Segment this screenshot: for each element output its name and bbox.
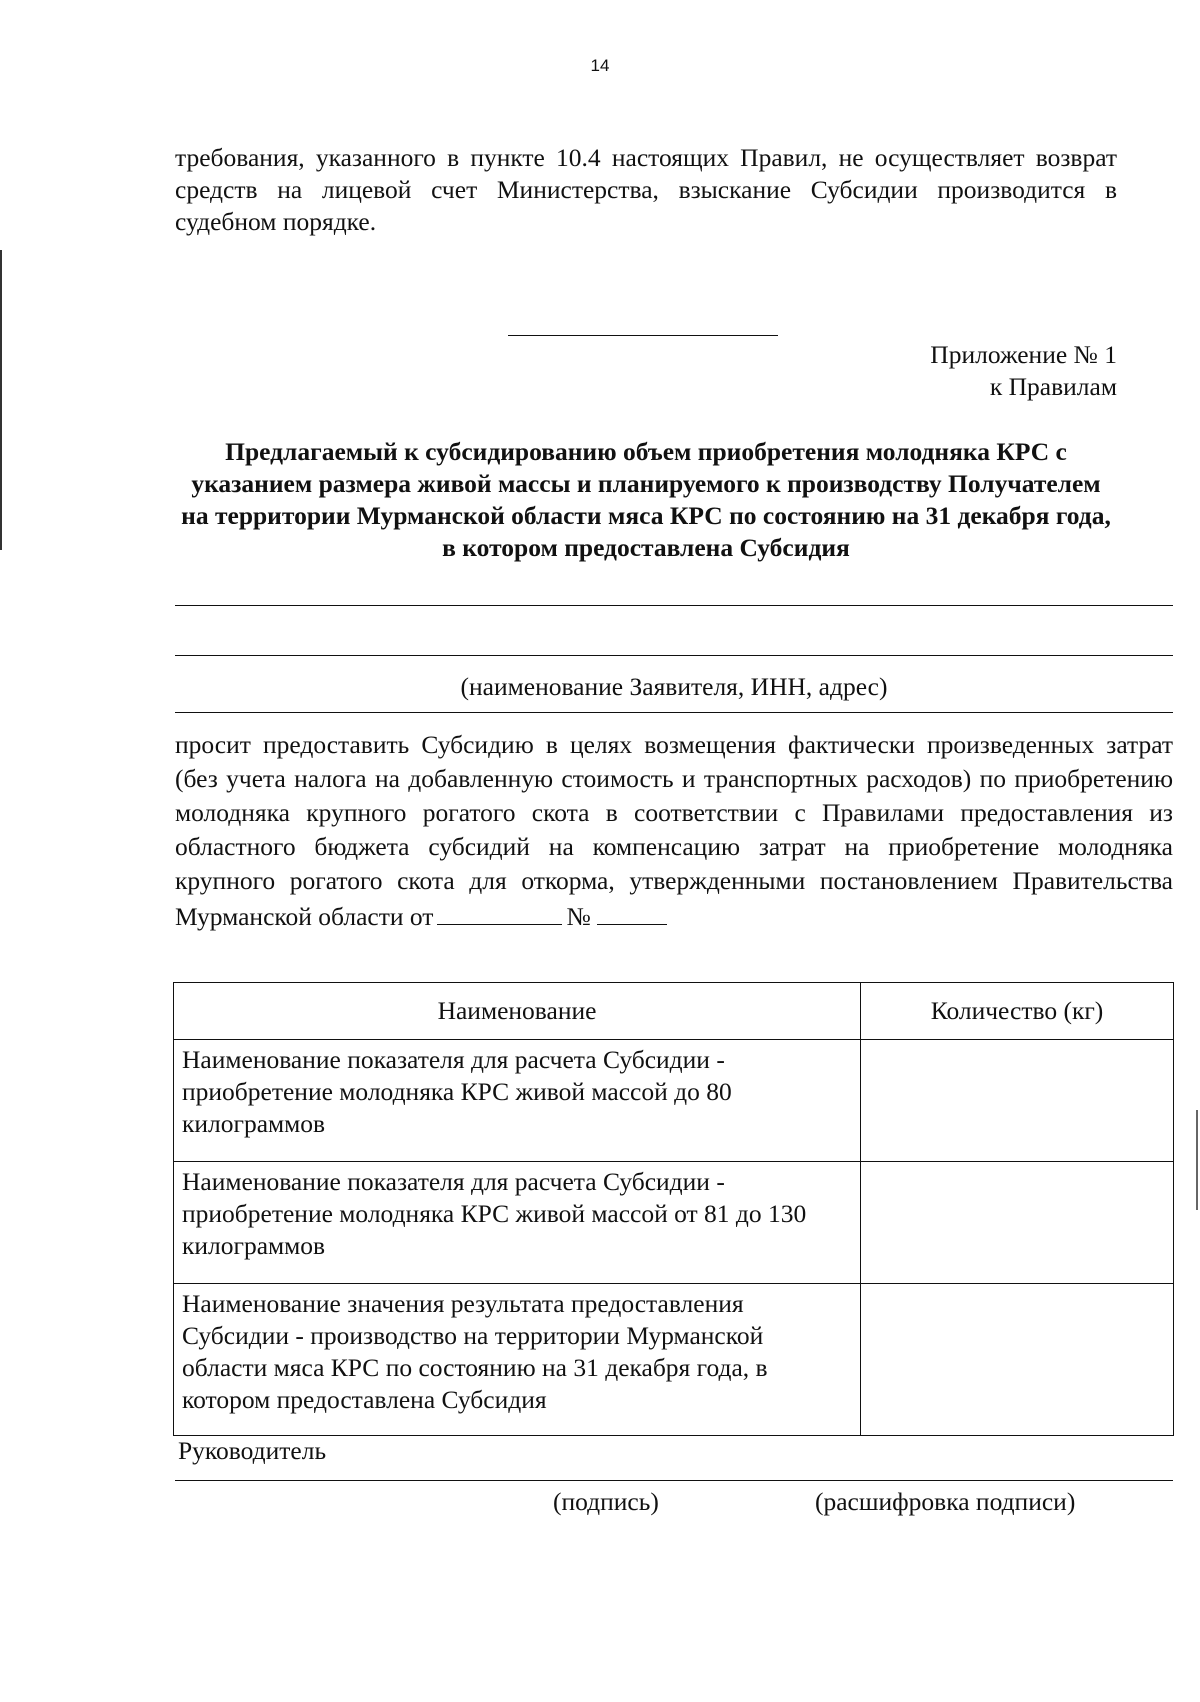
table-row <box>174 1040 1174 1162</box>
appendix-line-2: к Правилам <box>989 372 1117 401</box>
appendix-reference <box>930 339 1117 403</box>
header-quantity: Количество (кг) <box>861 983 1174 1040</box>
request-text: просит предоставить Субсидию в целях возмещения фактически произведенных затрат (без учета налога на добавленную стоимость и транспортных расходов) по приобретению молодняка крупного рогатого скота в соответствии с Правилами предоставления из областного бюджета субсидий на компенсацию затрат на приобретение молодняка крупного рогатого скота для откорма, утвержденными постановлением Правительства Мурманской области от <box>175 730 1173 931</box>
signature-caption: (подпись) <box>553 1487 659 1516</box>
header-name: Наименование <box>174 983 861 1040</box>
applicant-fill-line-1 <box>175 605 1173 606</box>
scan-edge-right <box>1196 1110 1198 1210</box>
appendix-line-1: Приложение № 1 <box>930 340 1117 369</box>
table-row <box>174 1162 1174 1284</box>
scan-edge-left <box>0 250 2 550</box>
signature-decoding-caption: (расшифровка подписи) <box>815 1487 1076 1516</box>
row-name: Наименование значения результата предоставления Субсидии - производство на территории Мурманской области мяса КРС по состоянию на 31 декабря года, в котором предоставлена Субсидия <box>174 1284 861 1436</box>
intro-paragraph: требования, указанного в пункте 10.4 настоящих Правил, не осуществляет возврат средств на лицевой счет Министерства, взыскание Субсидии производится в судебном порядке. <box>175 143 1117 236</box>
signer-label: Руководитель <box>178 1436 327 1465</box>
row-quantity <box>861 1284 1174 1436</box>
row-quantity <box>861 1040 1174 1162</box>
table-header-row <box>174 983 1174 1040</box>
signature-line <box>175 1480 1173 1481</box>
page-number: 14 <box>590 56 610 75</box>
number-sign: № <box>566 902 591 931</box>
applicant-caption: (наименование Заявителя, ИНН, адрес) <box>460 672 888 701</box>
applicant-fill-line-2 <box>175 655 1173 656</box>
date-blank <box>437 898 562 925</box>
indicators-table <box>173 982 1174 1436</box>
row-quantity <box>861 1162 1174 1284</box>
number-blank <box>597 898 667 925</box>
applicant-caption-underline <box>175 712 1173 713</box>
row-name: Наименование показателя для расчета Субсидии - приобретение молодняка КРС живой массой от 81 до 130 килограммов <box>174 1162 861 1284</box>
document-title: Предлагаемый к субсидированию объем приобретения молодняка КРС с указанием размера живой массы и планируемого к производству Получателем на территории Мурманской области мяса КРС по состоянию на 31 декабря года, в котором предоставлена Субсидия <box>181 437 1111 562</box>
row-name: Наименование показателя для расчета Субсидии - приобретение молодняка КРС живой массой до 80 килограммов <box>174 1040 861 1162</box>
section-separator <box>508 335 778 336</box>
request-paragraph <box>175 728 1173 934</box>
table-row <box>174 1284 1174 1436</box>
